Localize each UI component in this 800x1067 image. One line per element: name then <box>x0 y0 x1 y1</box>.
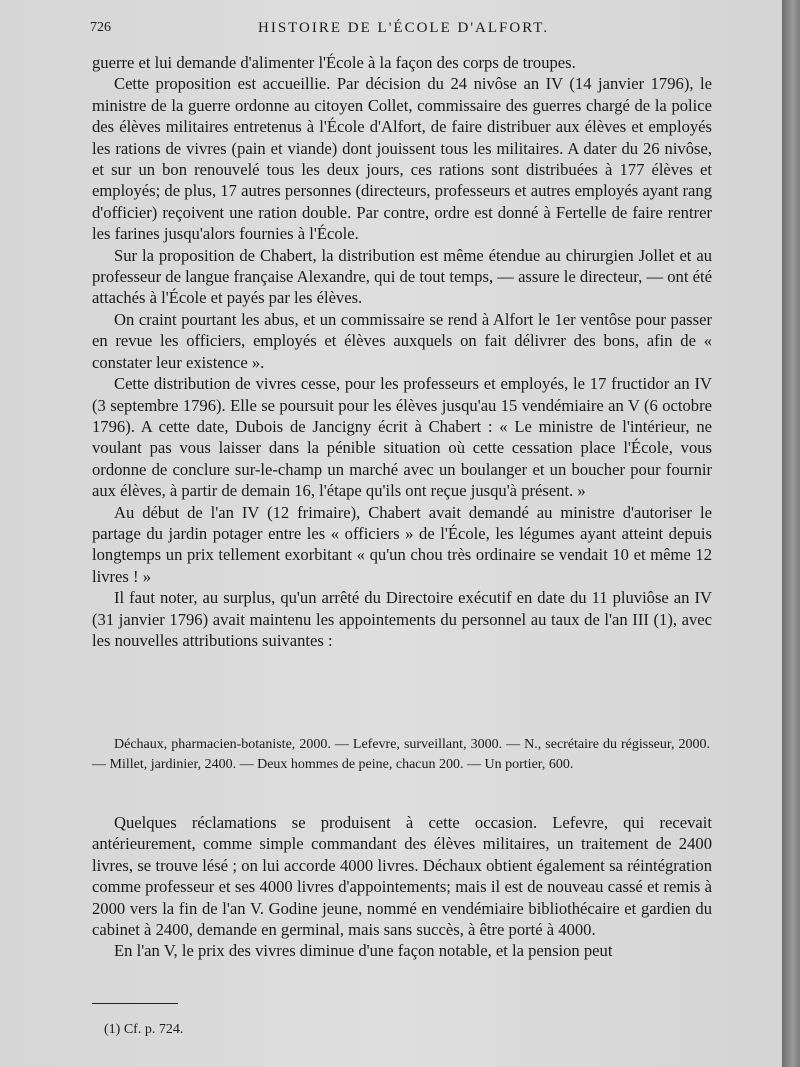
running-header <box>90 20 700 42</box>
salary-list-text: Déchaux, pharmacien-botaniste, 2000. — Lefevre, surveillant, 3000. — N., secrétaire du régisseur, 2000. — Millet, jardinier, 2400. — Deux hommes de peine, chacun 200. — Un portier, 600. <box>92 737 710 772</box>
page-edge-shadow <box>782 0 800 1067</box>
footnote: (1) Cf. p. 724. <box>104 1022 184 1037</box>
paragraph: Cette proposition est accueillie. Par décision du 24 nivôse an IV (14 janvier 1796), le ministre de la guerre ordonne au citoyen Collet, commissaire des guerres chargé de la police des élèves militaires entretenus à l'École d'Alfort, de faire distribuer aux élèves et employés les rations de vivres (pain et viande) dont jouissent tous les militaires. A dater du 26 nivôse, et sur un bon renouvelé tous les deux jours, ces rations sont distribuées à 177 élèves et employés; de plus, 17 autres personnes (directeurs, professeurs et autres employés ayant rang d'officier) reçoivent une ration double. Par contre, ordre est donné à Fertelle de faire rentrer les farines jusqu'alors fournies à l'École. <box>92 74 712 244</box>
paragraph: Cette distribution de vivres cesse, pour les professeurs et employés, le 17 fructidor an IV (3 septembre 1796). Elle se poursuit pour les élèves jusqu'au 15 vendémiaire an V (6 octobre 1796). A cette date, Dubois de Jancigny écrit à Chabert : « Le ministre de l'intérieur, ne voulant pas vous laisser dans la pénible situation où cette cessation place l'École, vous ordonne de conclure sur-le-champ un marché avec un boulanger et un boucher pour fournir aux élèves, à partir de demain 16, l'étape qu'ils ont reçue jusqu'à présent. » <box>92 374 712 501</box>
footnote-rule <box>92 1003 178 1004</box>
paragraph: Sur la proposition de Chabert, la distribution est même étendue au chirurgien Jollet et au professeur de langue française Alexandre, qui de tout temps, — assure le directeur, — ont été attachés à l'École et payés par les élèves. <box>92 245 712 308</box>
paragraph: Au début de l'an IV (12 frimaire), Chabert avait demandé au ministre d'autoriser le partage du jardin potager entre les « officiers » de l'École, les légumes ayant atteint depuis longtemps un prix tellement exorbitant « qu'un chou très ordinaire se vendait 10 et même 12 livres ! » <box>92 502 712 586</box>
page-number: 726 <box>90 20 111 35</box>
running-title: HISTOIRE DE L'ÉCOLE D'ALFORT. <box>258 20 550 36</box>
paragraph: guerre et lui demande d'alimenter l'École à la façon des corps de troupes. <box>92 53 576 72</box>
paragraph: Il faut noter, au surplus, qu'un arrêté du Directoire exécutif en date du 11 pluviôse an IV (31 janvier 1796) avait maintenu les appointements du personnel au taux de l'an III (1), avec les nouvelles attributions suivantes : <box>92 588 712 650</box>
main-text <box>92 52 712 651</box>
main-text-continued <box>92 812 712 962</box>
salary-list <box>92 735 710 775</box>
paragraph: Quelques réclamations se produisent à cette occasion. Lefevre, qui recevait antérieurement, comme simple commandant des élèves militaires, un traitement de 2400 livres, se trouve lésé ; on lui accorde 4000 livres. Déchaux obtient également sa réintégration comme professeur et ses 4000 livres d'appointements; mais il est de nouveau cassé et remis à 2000 vers la fin de l'an V. Godine jeune, nommé en vendémiaire bibliothécaire et gardien du cabinet à 2400, demande en germinal, mais sans succès, à être porté à 4000. <box>92 813 712 940</box>
paragraph: En l'an V, le prix des vivres diminue d'une façon notable, et la pension peut <box>114 941 613 961</box>
paragraph: On craint pourtant les abus, et un commissaire se rend à Alfort le 1er ventôse pour passer en revue les officiers, employés et élèves auxquels on fait délivrer des bons, afin de « constater leur existence ». <box>92 309 712 372</box>
